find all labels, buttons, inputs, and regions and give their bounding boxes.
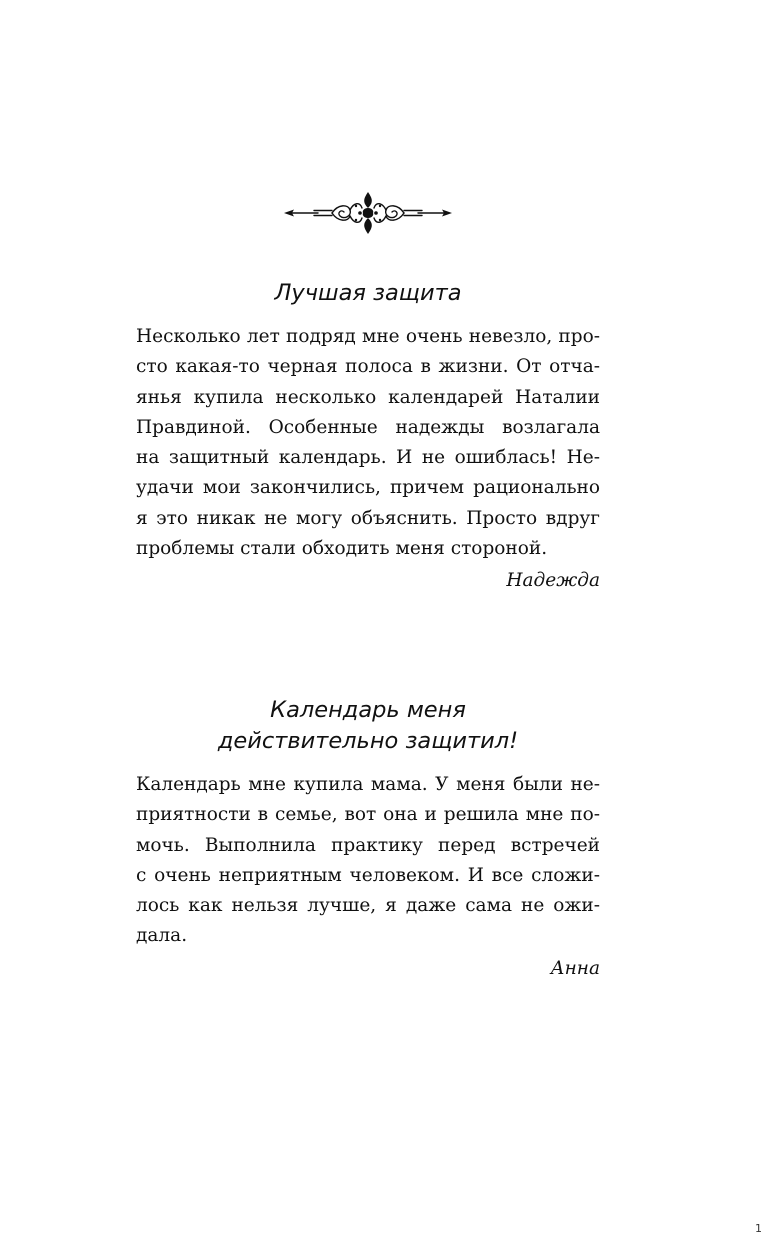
body-line: Несколько лет подряд мне очень невезло, про- — [136, 326, 600, 347]
section-heading — [136, 695, 600, 757]
body-line: я это никак не могу объяснить. Просто вдруг — [136, 507, 600, 529]
heading-line: Календарь меня — [270, 697, 466, 723]
body-line: удачи мои закончились, причем рационально — [136, 477, 600, 499]
section-body — [136, 322, 600, 564]
heading-line: Лучшая защита — [274, 280, 462, 306]
author-signature: Анна — [550, 957, 600, 979]
body-line: дала. — [136, 925, 188, 947]
body-line: сто какая-то черная полоса в жизни. От отча- — [136, 356, 600, 378]
body-line: мочь. Выполнила практику перед встречей — [136, 834, 600, 856]
section-heading — [136, 278, 600, 309]
body-line: приятности в семье, вот она и решила мне по- — [136, 804, 600, 826]
decorative-scroll-divider-icon — [284, 190, 452, 236]
body-line: Календарь мне купила мама. У меня были не- — [136, 774, 600, 795]
heading-line: действительно защитил! — [217, 728, 519, 754]
body-line: янья купила несколько календарей Наталии — [136, 386, 600, 408]
body-line: с очень неприятным человеком. И все сложи- — [136, 864, 600, 886]
body-line: Правдиной. Особенные надежды возлагала — [136, 416, 600, 438]
author-signature: Надежда — [506, 570, 600, 592]
section-body — [136, 770, 600, 952]
testimonial-section-2 — [136, 695, 600, 984]
body-line: проблемы стали обходить меня стороной. — [136, 538, 548, 560]
page-number: 1 — [755, 1222, 762, 1235]
body-line: на защитный календарь. И не ошиблась! Не- — [136, 447, 600, 469]
testimonial-section-1 — [136, 278, 600, 596]
body-line: лось как нельзя лучше, я даже сама не ожи- — [136, 895, 600, 917]
